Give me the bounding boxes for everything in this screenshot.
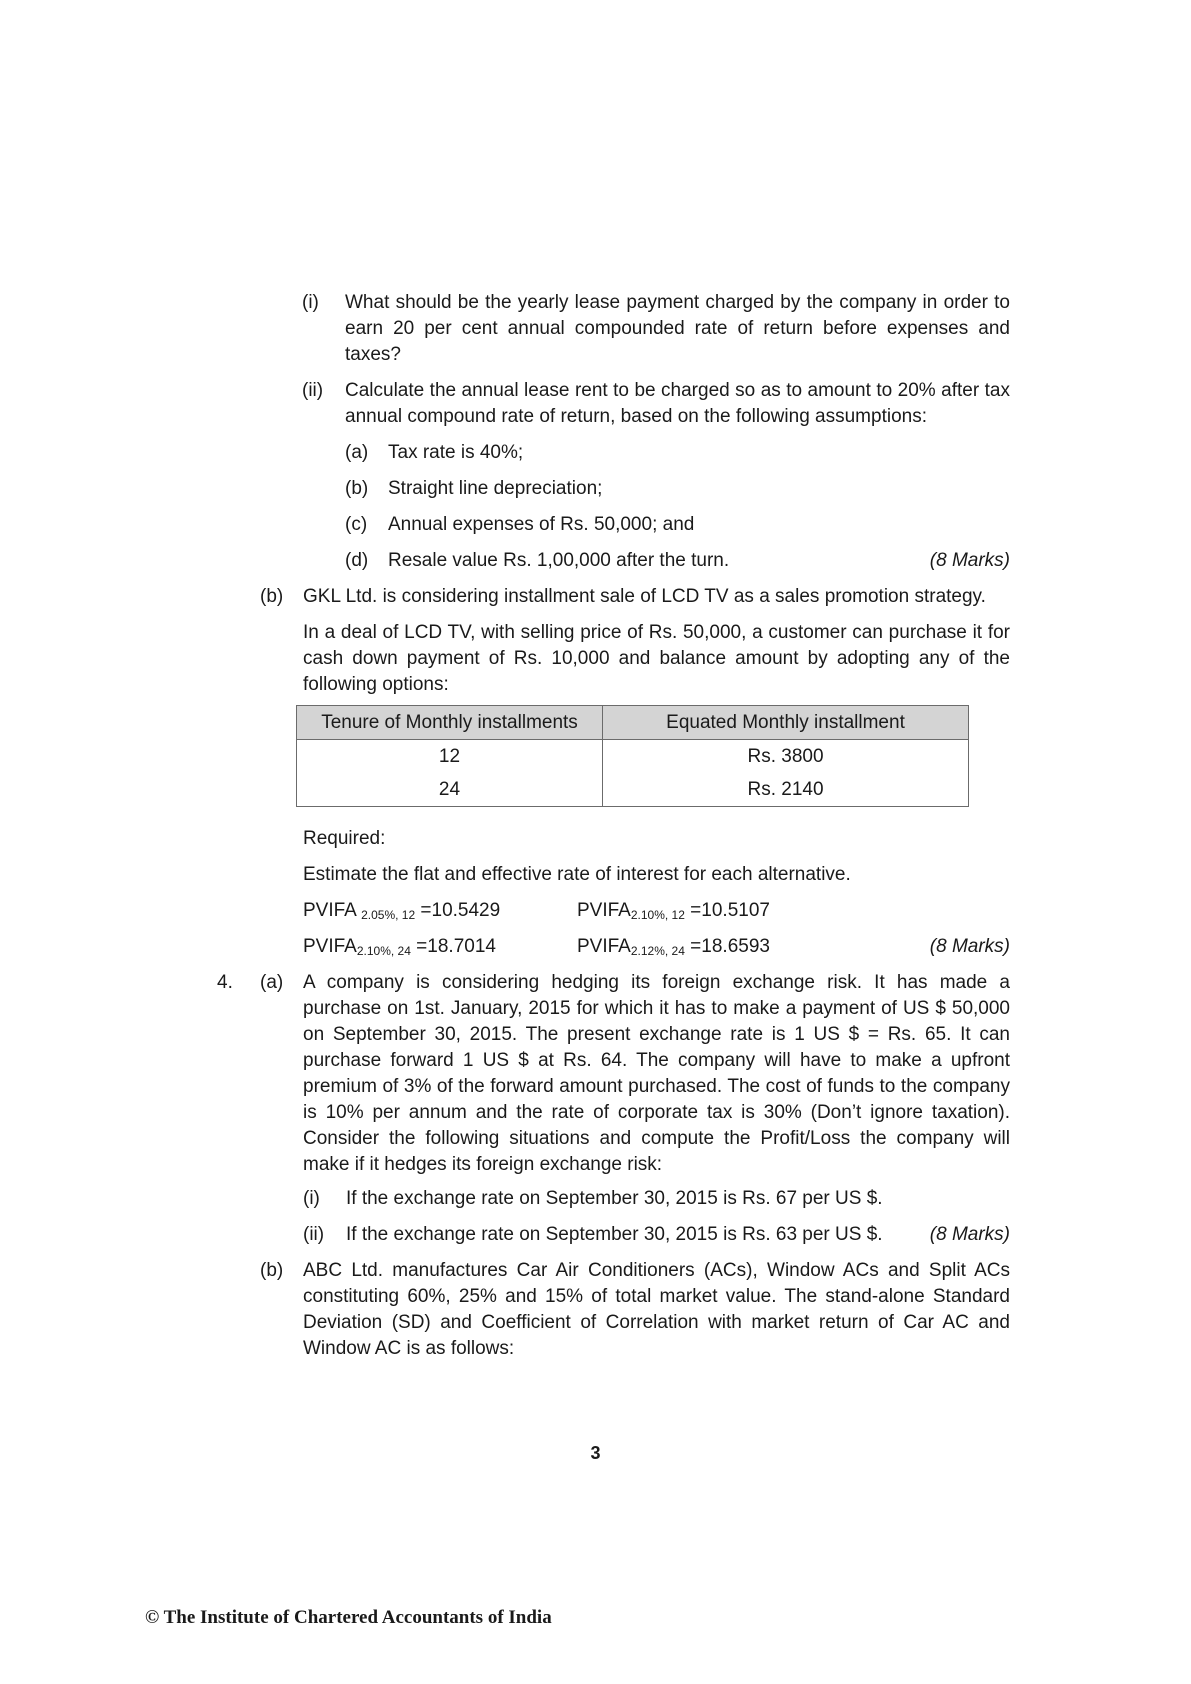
table-cell: Rs. 3800 (603, 740, 969, 774)
assumption-c (345, 512, 1010, 538)
assumption-b (345, 476, 1010, 502)
part-number: (b) (260, 586, 284, 607)
table-cell: Rs. 2140 (603, 773, 969, 807)
item-text: If the exchange rate on September 30, 2015 is Rs. 67 per US $. (346, 1188, 883, 1209)
pvifa-subscript: 2.10%, 24 (356, 944, 411, 958)
item-text: Resale value Rs. 1,00,000 after the turn. (388, 550, 730, 571)
item-text: Calculate the annual lease rent to be charged so as to amount to 20% after tax annual compound rate of return, based on the following assumptions: (345, 380, 1010, 427)
pvifa-subscript: 2.05%, 12 (361, 908, 416, 922)
pvifa-value (303, 898, 500, 924)
pvifa-label: PVIFA (577, 936, 631, 957)
assumption-a (345, 440, 1010, 466)
page-number: 3 (590, 1443, 601, 1463)
question-4 (217, 970, 1010, 1178)
marks-label: (8 Marks) (929, 550, 1010, 571)
pvifa-subscript: 2.12%, 24 (630, 944, 685, 958)
pvifa-value (577, 934, 770, 960)
pvifa-number: =10.5107 (684, 900, 770, 921)
item-number: (a) (345, 442, 369, 463)
q3b-paragraph: In a deal of LCD TV, with selling price of Rs. 50,000, a customer can purchase it for cash down payment of Rs. 10,000 and balance amount by adopting any of the following options: (303, 622, 1010, 695)
pvifa-value (577, 898, 770, 924)
installment-table (296, 705, 969, 807)
pvifa-value (303, 934, 496, 960)
marks-label: (8 Marks) (929, 936, 1010, 957)
pvifa-label: PVIFA (577, 900, 631, 921)
task-text: Estimate the flat and effective rate of interest for each alternative. (303, 864, 851, 885)
item-number: (b) (345, 478, 369, 499)
table-row (297, 740, 969, 774)
part-number: (a) (260, 972, 284, 993)
table-row (297, 773, 969, 807)
question-number: 4. (217, 972, 233, 993)
part-number: (b) (260, 1260, 284, 1281)
item-text: Straight line depreciation; (388, 478, 603, 499)
q4b-text: ABC Ltd. manufactures Car Air Conditioners (ACs), Window ACs and Split ACs constituting 60%, 25% and 15% of total market value. The stand-alone Standard Deviation (SD) and Coefficient of Correlation with market return of Car AC and Window AC is as follows: (303, 1260, 1010, 1359)
table-header-row (297, 706, 969, 740)
item-text: What should be the yearly lease payment charged by the company in order to earn 20 per cent annual compounded rate of return before expenses and taxes? (345, 292, 1010, 365)
item-number: (i) (302, 292, 319, 313)
item-text: Tax rate is 40%; (388, 442, 524, 463)
table-header: Equated Monthly installment (603, 706, 969, 740)
item-text: If the exchange rate on September 30, 2015 is Rs. 63 per US $. (346, 1224, 883, 1245)
footer-copyright: © The Institute of Chartered Accountants of India (145, 1607, 552, 1628)
marks-label: (8 Marks) (929, 1224, 1010, 1245)
pvifa-label: PVIFA (303, 900, 362, 921)
pvifa-number: =18.6593 (684, 936, 770, 957)
q4b (260, 1258, 1010, 1362)
pvifa-label: PVIFA (303, 936, 357, 957)
q4a-item-i (303, 1186, 1010, 1212)
q3a-item-i (302, 290, 1010, 368)
pvifa-number: =10.5429 (415, 900, 501, 921)
q3b-intro-text: GKL Ltd. is considering installment sale of LCD TV as a sales promotion strategy. (303, 586, 986, 607)
q4a-item-ii (303, 1222, 1010, 1248)
assumption-d (345, 548, 1010, 574)
item-number: (i) (303, 1188, 320, 1209)
q4a-text: A company is considering hedging its foreign exchange risk. It has made a purchase on 1st. January, 2015 for which it has to make a payment of US $ 50,000 on September 30, 2015. The present exchange rate is 1 US $ = Rs. 65. It can purchase forward 1 US $ at Rs. 64. The company will have to make a upfront premium of 3% of the forward amount purchased. The cost of funds to the company is 10% per annum and the rate of corporate tax is 30% (Don’t ignore taxation). Consider the following situations and compute the Profit/Loss the company will make if it hedges its foreign exchange risk: (303, 972, 1010, 1175)
table-cell: 24 (297, 773, 603, 807)
pvifa-subscript: 2.10%, 12 (630, 908, 685, 922)
item-number: (ii) (303, 1224, 325, 1245)
required-label: Required: (303, 828, 386, 849)
item-number: (ii) (302, 380, 324, 401)
table-cell: 12 (297, 740, 603, 774)
item-number: (d) (345, 550, 369, 571)
q3a-item-ii (302, 378, 1010, 430)
table-header: Tenure of Monthly installments (297, 706, 603, 740)
item-text: Annual expenses of Rs. 50,000; and (388, 514, 695, 535)
item-number: (c) (345, 514, 368, 535)
pvifa-number: =18.7014 (410, 936, 496, 957)
q3b-intro (260, 584, 1010, 610)
